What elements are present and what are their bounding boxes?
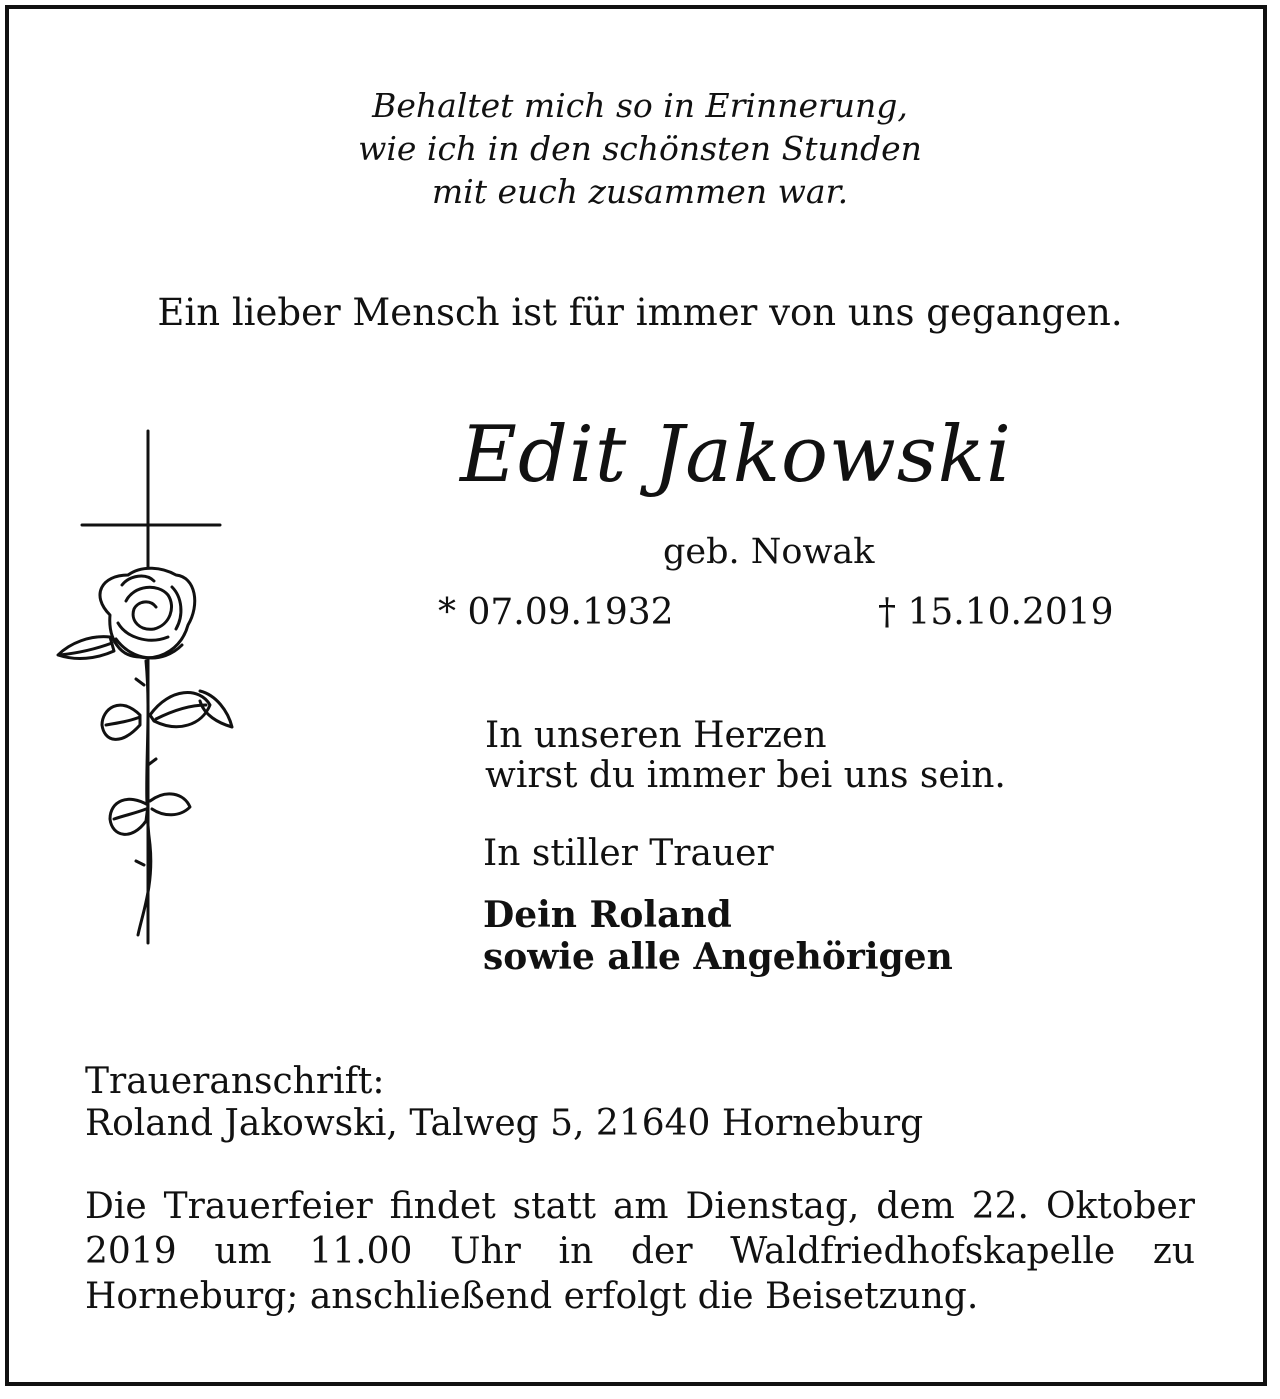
- address-value: Roland Jakowski, Talweg 5, 21640 Horneburg: [85, 1103, 924, 1144]
- motto-quote: [0, 84, 1280, 213]
- mourning-phrase: In stiller Trauer: [483, 833, 774, 874]
- farewell-verse: [485, 716, 1006, 796]
- death-date: † 15.10.2019: [878, 592, 1114, 633]
- intro-text: Ein lieber Mensch ist für immer von uns gegangen.: [157, 291, 1123, 334]
- address-label: Traueranschrift:: [85, 1061, 385, 1102]
- signer-line: sowie alle Angehörigen: [483, 936, 953, 978]
- farewell-line: wirst du immer bei uns sein.: [485, 755, 1006, 796]
- motto-line: Behaltet mich so in Erinnerung,: [372, 86, 908, 125]
- mourning-address: [85, 1061, 923, 1145]
- motto-line: wie ich in den schönsten Stunden: [358, 129, 922, 168]
- farewell-line: In unseren Herzen: [485, 715, 827, 756]
- birth-date: * 07.09.1932: [438, 592, 674, 633]
- signers: [483, 894, 953, 978]
- cross-with-rose-icon: [50, 425, 240, 950]
- deceased-name: Edit Jakowski: [460, 410, 1012, 500]
- birth-name: geb. Nowak: [663, 532, 875, 572]
- signer-line: Dein Roland: [483, 894, 732, 936]
- ceremony-info: Die Trauerfeier findet statt am Dienstag, dem 22. Oktober 2019 um 11.00 Uhr in der Waldfriedhofskapelle zu Horneburg; anschließend erfolgt die Beisetzung.: [85, 1186, 1195, 1317]
- motto-line: mit euch zusammen war.: [431, 172, 849, 211]
